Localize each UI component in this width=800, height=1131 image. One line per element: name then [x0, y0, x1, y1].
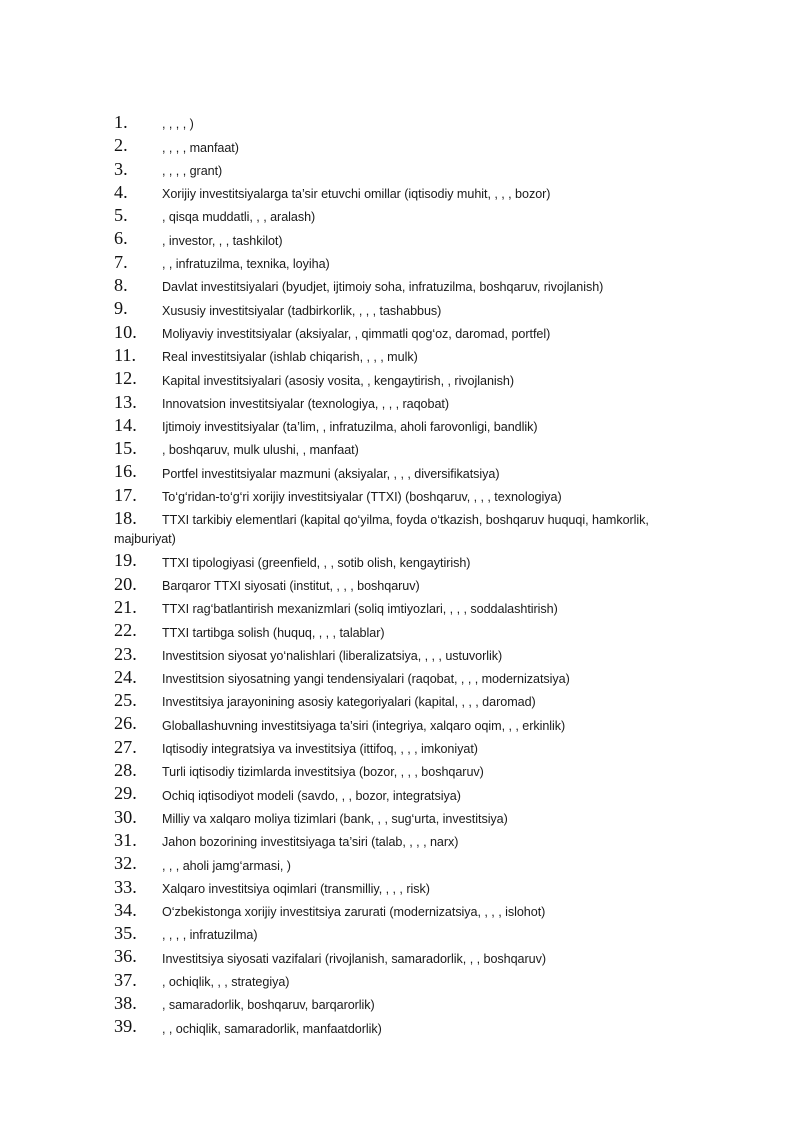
list-item: [114, 549, 714, 572]
item-text: Xorijiy investitsiyalarga ta’sir etuvchi omillar (iqtisodiy muhit, , , , bozor): [162, 187, 551, 202]
list-item: [114, 643, 714, 666]
item-number: 9.: [114, 298, 128, 319]
item-text: , , , , ): [162, 117, 194, 132]
item-number: 29.: [114, 783, 137, 804]
item-text: TTXI tartibga solish (huquq, , , , talablar): [162, 625, 385, 640]
list-item: [114, 922, 714, 945]
list-item: [114, 111, 714, 134]
list-item: [114, 344, 714, 367]
item-text: Xalqaro investitsiya oqimlari (transmilliy, , , , risk): [162, 881, 430, 896]
list-item: [114, 596, 714, 619]
item-number: 1.: [114, 112, 128, 132]
list-item: [114, 992, 714, 1015]
item-text: , , , , manfaat): [162, 140, 239, 155]
item-text: , , , , grant): [162, 163, 223, 178]
item-number: 20.: [114, 573, 137, 594]
list-item: [114, 899, 714, 922]
list-item: [114, 782, 714, 805]
item-text: Investitsiya jarayonining asosiy kategoriyalari (kapital, , , , daromad): [162, 695, 536, 710]
item-number: 28.: [114, 760, 137, 781]
item-text: Investitsion siyosat yo‘nalishlari (liberalizatsiya, , , , ustuvorlik): [162, 648, 503, 663]
item-text: Iqtisodiy integratsiya va investitsiya (ittifoq, , , , imkoniyat): [162, 742, 478, 757]
item-text: Milliy va xalqaro moliya tizimlari (bank, , , sug‘urta, investitsiya): [162, 811, 508, 826]
item-number: 24.: [114, 666, 137, 687]
list-item: [114, 484, 714, 507]
item-text: Investitsiya siyosati vazifalari (rivojlanish, samaradorlik, , , boshqaruv): [162, 951, 547, 966]
item-text: Kapital investitsiyalari (asosiy vosita, , kengaytirish, , rivojlanish): [162, 373, 515, 388]
list-item: [114, 829, 714, 852]
item-text: Davlat investitsiyalari (byudjet, ijtimoiy soha, infratuzilma, boshqaruv, rivojlanish): [162, 280, 604, 295]
numbered-list: [114, 111, 714, 1039]
list-item: [114, 1015, 714, 1038]
item-number: 2.: [114, 135, 128, 156]
item-number: 5.: [114, 205, 128, 226]
item-number: 17.: [114, 484, 137, 505]
list-item: [114, 391, 714, 414]
item-text: Xususiy investitsiyalar (tadbirkorlik, , , , tashabbus): [162, 303, 442, 318]
item-text: , , , , infratuzilma): [162, 928, 258, 943]
list-item: [114, 945, 714, 968]
item-number: 33.: [114, 876, 137, 897]
item-text: , , infratuzilma, texnika, loyiha): [162, 257, 330, 272]
item-number: 8.: [114, 275, 128, 296]
list-item: [114, 460, 714, 483]
item-text: TTXI tipologiyasi (greenfield, , , sotib olish, kengaytirish): [162, 555, 471, 570]
list-item: [114, 181, 714, 204]
item-text: Portfel investitsiyalar mazmuni (aksiyalar, , , , diversifikatsiya): [162, 466, 500, 481]
item-number: 22.: [114, 620, 137, 641]
item-text: , ochiqlik, , , strategiya): [162, 974, 290, 989]
list-item: [114, 507, 714, 549]
list-item: [114, 134, 714, 157]
list-item: [114, 806, 714, 829]
item-text: , boshqaruv, mulk ulushi, , manfaat): [162, 443, 359, 458]
list-item: [114, 437, 714, 460]
item-text: Moliyaviy investitsiyalar (aksiyalar, , qimmatli qog‘oz, daromad, portfel): [162, 326, 551, 341]
item-number: 14.: [114, 414, 137, 435]
item-number: 4.: [114, 181, 128, 202]
item-text: , , ochiqlik, samaradorlik, manfaatdorlik): [162, 1021, 382, 1036]
list-item: [114, 251, 714, 274]
item-number: 7.: [114, 251, 128, 272]
item-text: Innovatsion investitsiyalar (texnologiya, , , , raqobat): [162, 396, 450, 411]
list-item: [114, 158, 714, 181]
list-item: [114, 759, 714, 782]
item-number: 10.: [114, 321, 137, 342]
item-text: Ijtimoiy investitsiyalar (ta’lim, , infratuzilma, aholi farovonligi, bandlik): [162, 420, 538, 435]
list-item: [114, 689, 714, 712]
list-item: [114, 367, 714, 390]
list-item: [114, 321, 714, 344]
item-text: O‘zbekistonga xorijiy investitsiya zarurati (modernizatsiya, , , , islohot): [162, 905, 546, 920]
item-text: Investitsion siyosatning yangi tendensiyalari (raqobat, , , , modernizatsiya): [162, 672, 570, 687]
item-text: Barqaror TTXI siyosati (institut, , , , boshqaruv): [162, 578, 420, 593]
item-number: 11.: [114, 344, 137, 365]
list-item: [114, 876, 714, 899]
item-text: Ochiq iqtisodiyot modeli (savdo, , , bozor, integratsiya): [162, 788, 461, 803]
item-number: 37.: [114, 969, 137, 990]
item-number: 25.: [114, 690, 137, 711]
item-number: 31.: [114, 829, 137, 850]
item-text: Globallashuvning investitsiyaga ta’siri (integriya, xalqaro oqim, , , erkinlik): [162, 718, 566, 733]
item-text: Real investitsiyalar (ishlab chiqarish, , , , mulk): [162, 350, 418, 365]
list-item: [114, 852, 714, 875]
item-text: , samaradorlik, boshqaruv, barqarorlik): [162, 998, 375, 1013]
item-number: 16.: [114, 461, 137, 482]
list-item: [114, 274, 714, 297]
item-text: TTXI tarkibiy elementlari (kapital qo‘yilma, foyda o‘tkazish, boshqaruv huquqi, hamkorlik, majburiyat): [114, 513, 649, 547]
item-text: To‘g‘ridan-to‘g‘ri xorijiy investitsiyalar (TTXI) (boshqaruv, , , , texnologiya): [162, 490, 562, 505]
item-text: TTXI rag‘batlantirish mexanizmlari (soliq imtiyozlari, , , , soddalashtirish): [162, 602, 558, 617]
list-item: [114, 712, 714, 735]
item-number: 19.: [114, 550, 137, 571]
item-text: Turli iqtisodiy tizimlarda investitsiya (bozor, , , , boshqaruv): [162, 765, 484, 780]
item-number: 21.: [114, 596, 137, 617]
item-number: 38.: [114, 992, 137, 1013]
list-item: [114, 227, 714, 250]
item-number: 34.: [114, 899, 137, 920]
item-number: 27.: [114, 736, 137, 757]
list-item: [114, 666, 714, 689]
list-item: [114, 619, 714, 642]
item-text: , qisqa muddatli, , , aralash): [162, 210, 316, 225]
item-text: Jahon bozorining investitsiyaga ta’siri (talab, , , , narx): [162, 835, 459, 850]
list-item: [114, 414, 714, 437]
item-number: 3.: [114, 158, 128, 179]
item-number: 6.: [114, 228, 128, 249]
item-number: 13.: [114, 391, 137, 412]
item-number: 18.: [114, 508, 137, 529]
item-number: 32.: [114, 853, 137, 874]
item-number: 36.: [114, 946, 137, 967]
item-number: 12.: [114, 368, 137, 389]
list-item: [114, 297, 714, 320]
item-number: 35.: [114, 923, 137, 944]
item-number: 15.: [114, 438, 137, 459]
list-item: [114, 204, 714, 227]
item-text: , investor, , , tashkilot): [162, 233, 283, 248]
item-text: , , , aholi jamg‘armasi, ): [162, 858, 291, 873]
list-item: [114, 736, 714, 759]
item-number: 39.: [114, 1016, 137, 1037]
item-number: 26.: [114, 713, 137, 734]
list-item: [114, 573, 714, 596]
list-item: [114, 969, 714, 992]
item-number: 23.: [114, 643, 137, 664]
item-number: 30.: [114, 806, 137, 827]
